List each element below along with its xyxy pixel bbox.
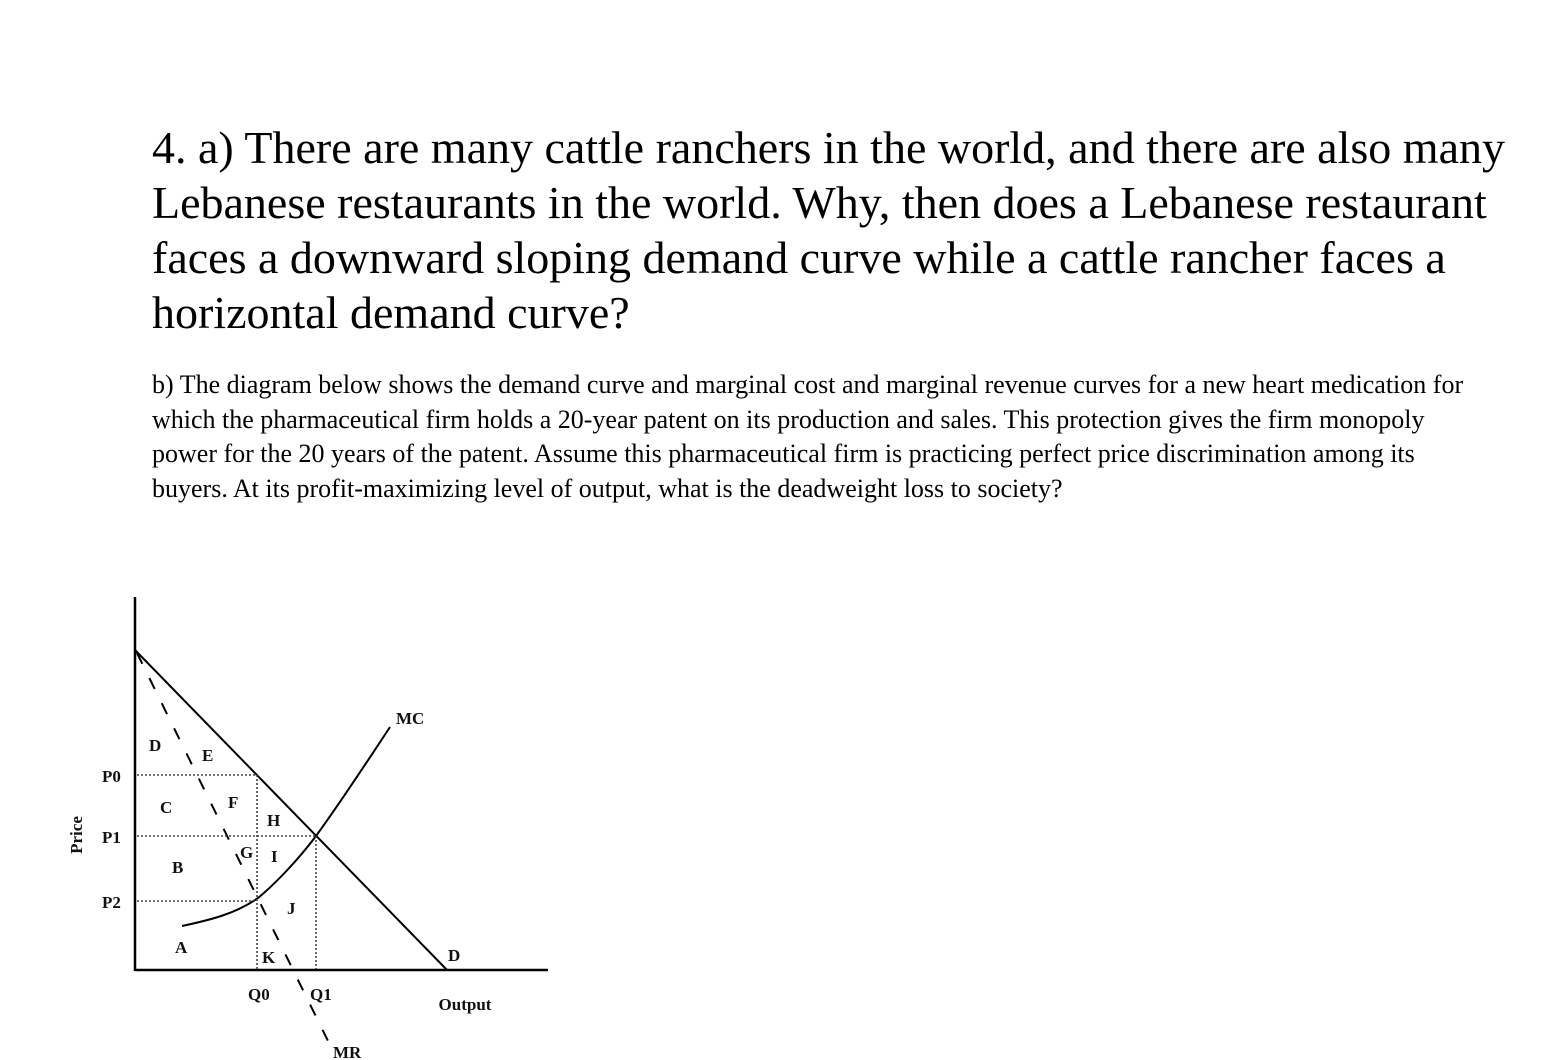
area-label-e: E <box>202 746 214 765</box>
area-label-i: I <box>271 847 278 866</box>
mr-label: MR <box>333 1043 362 1060</box>
area-label-a: A <box>175 938 188 957</box>
quantity-label-q1: Q1 <box>310 985 332 1004</box>
question-b-text: b) The diagram below shows the demand curve and marginal cost and marginal revenue curves for a new heart medication for which the pharmaceutical firm holds a 20-year patent on its production and sales. This protection gives the firm monopoly power for the 20 years of the patent. Assume this pharmaceutical firm is practicing perfect price discrimination among its buyers. At its profit-maximizing level of output, what is the deadweight loss to society? <box>152 370 1464 503</box>
area-label-d: D <box>149 736 162 755</box>
quantity-label-q0: Q0 <box>248 985 270 1004</box>
mc-label: MC <box>396 709 425 728</box>
y-axis-title: Price <box>67 816 86 854</box>
monopoly-diagram <box>0 580 600 1060</box>
area-label-b: B <box>172 858 184 877</box>
area-label-j: J <box>287 899 296 918</box>
demand-curve <box>135 650 447 970</box>
area-label-k: K <box>262 948 276 967</box>
price-label-p1: P1 <box>102 828 121 847</box>
area-label-h: H <box>267 811 281 830</box>
area-label-c: C <box>160 798 173 817</box>
mr-curve <box>137 653 330 1045</box>
price-label-p2: P2 <box>102 893 121 912</box>
area-label-g: G <box>240 843 254 862</box>
price-label-p0: P0 <box>102 767 121 786</box>
question-a-text: 4. a) There are many cattle ranchers in the world, and there are also many Lebanese restaurants in the world. Why, then does a Lebanese restaurant faces a downward sloping demand curve while a cattle rancher faces a horizontal demand curve? <box>152 122 1505 338</box>
x-axis-title: Output <box>438 995 492 1014</box>
area-label-f: F <box>228 793 239 812</box>
demand-label: D <box>448 946 461 965</box>
